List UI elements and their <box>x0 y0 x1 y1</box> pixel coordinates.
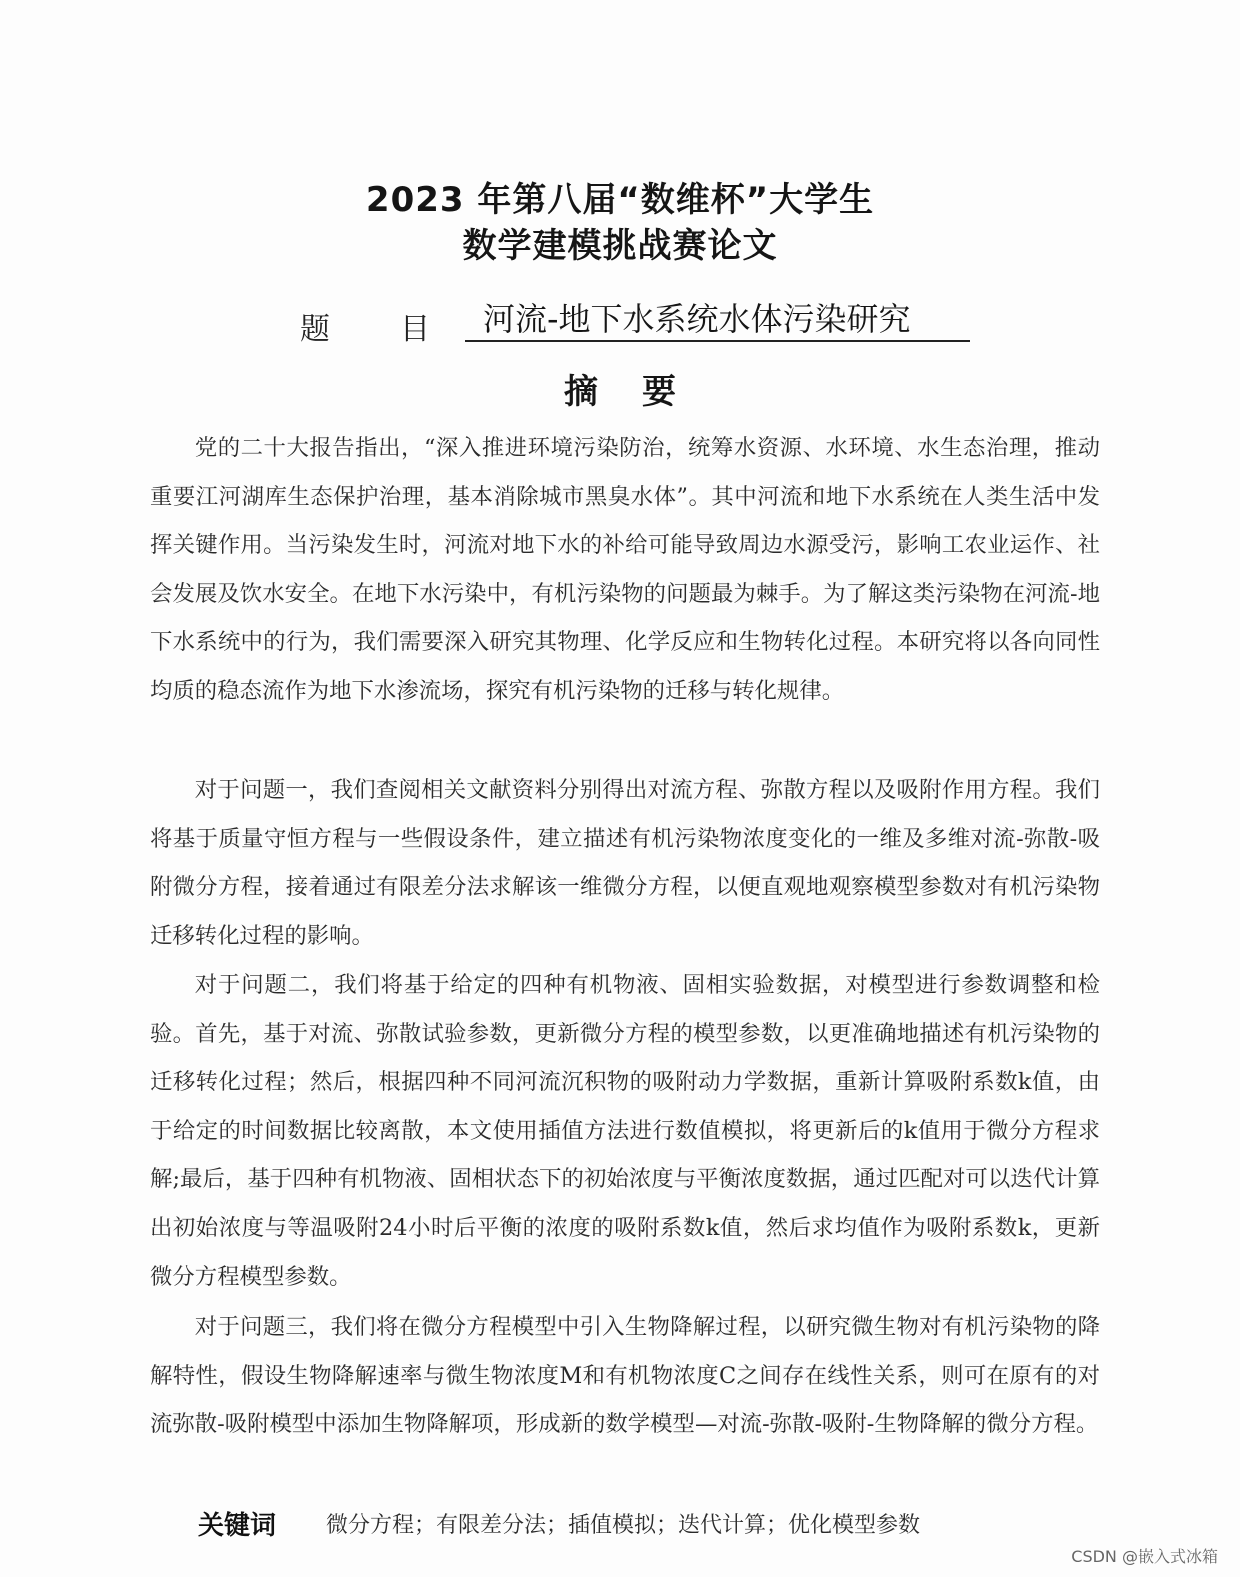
topic-value: 河流-地下水系统水体污染研究 <box>465 298 970 342</box>
csdn-watermark: CSDN @嵌入式冰箱 <box>1071 1547 1218 1566</box>
abstract-paragraph: 对于问题三，我们将在微分方程模型中引入生物降解过程，以研究微生物对有机污染物的降解特性，假设生物降解速率与微生物浓度M和有机物浓度C之间存在线性关系，则可在原有的对流弥散-吸附模型中添加生物降解项，形成新的数学模型—对流-弥散-吸附-生物降解的微分方程。 <box>150 1314 1100 1438</box>
abstract-paragraph: 对于问题二，我们将基于给定的四种有机物液、固相实验数据，对模型进行参数调整和检验。首先，基于对流、弥散试验参数，更新微分方程的模型参数，以更准确地描述有机污染物的迁移转化过程；然后，根据四种不同河流沉积物的吸附动力学数据，重新计算吸附系数k值，由于给定的时间数据比较离散，本文使用插值方法进行数值模拟，将更新后的k值用于微分方程求解;最后，基于四种有机物液、固相状态下的初始浓度与平衡浓度数据，通过匹配对可以迭代计算出初始浓度与等温吸附24小时后平衡的浓度的吸附系数k值，然后求均值作为吸附系数k，更新微分方程模型参数。 <box>150 972 1100 1290</box>
topic-label: 题目 <box>300 312 500 347</box>
keywords-value: 微分方程；有限差分法；插值模拟；迭代计算；优化模型参数 <box>326 1513 921 1538</box>
keywords-row <box>198 1505 1098 1545</box>
keywords-label: 关键词 <box>198 1511 277 1541</box>
paper-title-line-2: 数学建模挑战赛论文 <box>462 226 778 266</box>
abstract-paragraph: 党的二十大报告指出，“深入推进环境污染防治，统筹水资源、水环境、水生态治理，推动重要江河湖库生态保护治理，基本消除城市黑臭水体”。其中河流和地下水系统在人类生活中发挥关键作用。当污染发生时，河流对地下水的补给可能导致周边水源受污，影响工农业运作、社会发展及饮水安全。在地下水污染中，有机污染物的问题最为棘手。为了解这类污染物在河流-地下水系统中的行为，我们需要深入研究其物理、化学反应和生物转化过程。本研究将以各向同性均质的稳态流作为地下水渗流场，探究有机污染物的迁移与转化规律。 <box>150 435 1100 704</box>
topic-row <box>300 298 980 350</box>
abstract-heading: 摘要 <box>564 372 720 412</box>
paper-title-line-1: 2023 年第八届“数维杯”大学生 <box>365 180 875 220</box>
abstract-paragraph: 对于问题一，我们查阅相关文献资料分别得出对流方程、弥散方程以及吸附作用方程。我们将基于质量守恒方程与一些假设条件，建立描述有机污染物浓度变化的一维及多维对流-弥散-吸附微分方程，接着通过有限差分法求解该一维微分方程，以便直观地观察模型参数对有机污染物迁移转化过程的影响。 <box>150 777 1100 949</box>
